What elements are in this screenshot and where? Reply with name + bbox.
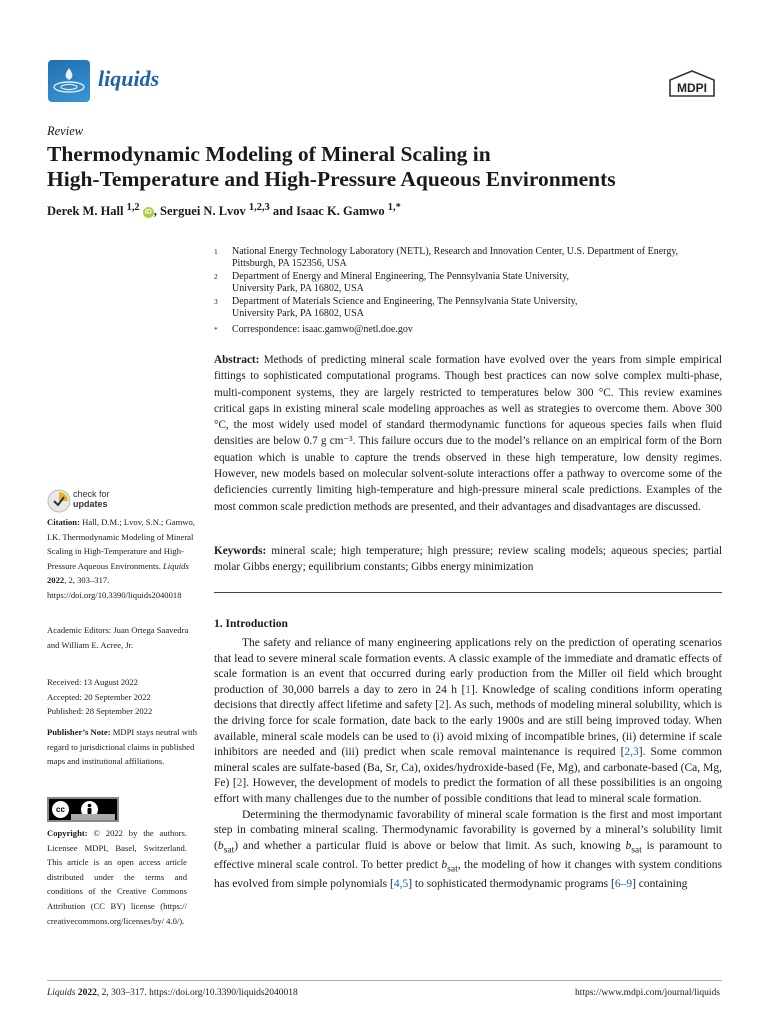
cc-icon: cc xyxy=(52,801,69,818)
bsat-subscript: sat xyxy=(631,844,642,856)
title-line-1: Thermodynamic Modeling of Mineral Scaling in xyxy=(47,142,491,166)
paragraph-text: is paramount to effective mineral scale control. To better predict xyxy=(214,839,722,871)
affiliation-line: National Energy Technology Laboratory (NETL), Research and Innovation Center, U.S. Department of Energy, xyxy=(232,246,679,257)
affiliation-number: 1 xyxy=(214,247,218,256)
affiliation-number: * xyxy=(214,325,218,334)
author-separator: , xyxy=(153,204,161,219)
citation-link[interactable]: 2 xyxy=(438,699,445,712)
keywords-label: Keywords: xyxy=(214,545,267,557)
author-list xyxy=(47,202,401,219)
paragraph-text: ]. Knowledge of scaling conditions inform operating decisions that directly affect lifetime and safety [ xyxy=(214,683,722,712)
intro-paragraph-1 xyxy=(214,636,722,808)
check-line-2: updates xyxy=(73,499,108,509)
affiliation xyxy=(214,246,724,270)
author-separator: and xyxy=(269,204,297,219)
author-affiliation-sup: 1,2 xyxy=(126,202,140,213)
footer-divider xyxy=(47,980,722,981)
correspondence-email[interactable]: Correspondence: isaac.gamwo@netl.doe.gov xyxy=(232,324,413,335)
affiliation-number: 3 xyxy=(214,297,218,306)
paragraph-text: , the modeling of how it changes with system conditions has evolved from simple polynomials [ xyxy=(214,858,723,890)
footer-doi[interactable]: , 2, 303–317. https://doi.org/10.3390/liquids2040018 xyxy=(96,988,298,998)
paragraph-text: ] to sophisticated thermodynamic programs [ xyxy=(408,877,615,890)
citation-link[interactable]: 4,5 xyxy=(393,877,409,890)
citation-label: Citation: xyxy=(47,517,80,527)
citation-link[interactable]: 2,3 xyxy=(624,746,639,759)
author-name[interactable]: Serguei N. Lvov xyxy=(160,204,246,219)
bsat-subscript: sat xyxy=(223,844,235,856)
paragraph-text: ) and whether a particular fluid is above or below that limit. As such, knowing xyxy=(234,839,626,852)
author-name[interactable]: Isaac K. Gamwo xyxy=(296,204,385,219)
affiliation-line: Department of Energy and Mineral Engineering, The Pennsylvania State University, xyxy=(232,271,569,282)
mdpi-logo-text: MDPI xyxy=(677,81,707,95)
affiliation xyxy=(214,296,724,320)
citation-text: Hall, D.M.; Lvov, S.N.; Gamwo, I.K. Thermodynamic Modeling of Mineral Scaling in High-Temperature and High-Pressure Aqueous Environments. xyxy=(47,517,195,571)
note-text: MDPI stays neutral with regard to jurisdictional claims in published maps and institutional affiliations. xyxy=(47,727,197,767)
copyright-block xyxy=(47,826,187,928)
footer-journal: Liquids xyxy=(47,988,76,998)
publishers-note xyxy=(47,725,197,769)
citation-year: 2022 xyxy=(47,575,65,586)
bsat-symbol: b xyxy=(441,858,448,871)
abstract-text: Methods of predicting mineral scale formation have evolved over the years from simple empirical fittings to sophisticated computational programs. Though best practices can now solve complex multi-phase, multi-component systems, they are largely restricted to temperatures below 300 °C. This review examines critical gaps in existing mineral scale modeling approaches as well as strategies to overcome them. Above 300 °C, the most widely used model of standard thermodynamic functions for aqueous species fails when fluid densities are below 0.7 g cm⁻³. This failure occurs due to the model’s reliance on an empirical form of the Born equation which is unable to capture the trends observed in these high temperature, low density regimes. However, new models based on molecular solvent-solute interactions offer a pathway to overcome some of the deficiencies currently limiting high-temperature and high-pressure mineral scale predictions. Examples of the most common scale prediction methods are presented, and their advantages and disadvantages are discussed. xyxy=(214,354,723,513)
article-title xyxy=(47,142,737,192)
affiliation-line: University Park, PA 16802, USA xyxy=(232,308,364,320)
mdpi-logo-icon[interactable] xyxy=(666,70,718,100)
paragraph-text: ]. As such, methods of modeling mineral solubility, which is the driving force for scale formation, date back to the early 1900s and are still being improved today. When available, mineral scale models can be used to (i) avoid mixing of incompatible brines, (ii) determine if scale inhibitors are needed and (iii) predict when scale removal maintenance is required [ xyxy=(214,699,722,759)
author-affiliation-sup: 1,2,3 xyxy=(248,202,270,213)
author-name[interactable]: Derek M. Hall xyxy=(47,204,124,219)
affiliation-line: University Park, PA 16802, USA xyxy=(232,283,364,295)
bsat-symbol: b xyxy=(217,839,224,852)
orcid-icon[interactable]: iD xyxy=(144,209,152,217)
affiliation xyxy=(214,271,724,295)
abstract-label: Abstract: xyxy=(214,354,260,366)
copyright-label: Copyright: xyxy=(47,828,88,838)
journal-logo-icon xyxy=(48,60,90,102)
citation-block xyxy=(47,515,197,603)
citation-rest[interactable]: , 2, 303–317. https://doi.org/10.3390/liquids2040018 xyxy=(47,575,182,600)
abstract xyxy=(214,352,722,515)
cc-by-license-badge[interactable] xyxy=(47,797,119,822)
citation-link[interactable]: 1 xyxy=(465,683,472,696)
keywords-text: mineral scale; high temperature; high pressure; review scaling models; aqueous species; partial molar Gibbs energy; equilibrium constants; Gibbs energy minimization xyxy=(214,545,723,574)
paragraph-text: Determining the thermodynamic favorability of mineral scale formation is the first and most important step in combating mineral scaling. Thermodynamic favorability is governed by a mineral’s solubility limit ( xyxy=(214,808,722,852)
citation-link[interactable]: 2 xyxy=(236,777,243,790)
paragraph-text: ]. However, the development of models to predict the formation of all these possibilities is an ongoing effort with many challenges due to the number of possible conditions that lead to mineral scale formation. xyxy=(214,777,722,805)
published-date: Published: 28 September 2022 xyxy=(47,706,153,717)
cc-label-bar xyxy=(71,814,115,820)
footer-year: 2022 xyxy=(77,988,97,998)
affiliation-line: Department of Materials Science and Engineering, The Pennsylvania State University, xyxy=(232,296,578,307)
academic-editors: Academic Editors: Juan Ortega Saavedra and William E. Acree, Jr. xyxy=(47,625,189,650)
accepted-date: Accepted: 20 September 2022 xyxy=(47,691,151,702)
affiliation-number: 2 xyxy=(214,272,218,281)
check-line-1: check for xyxy=(73,489,110,499)
keywords xyxy=(214,543,722,576)
correspondence xyxy=(214,324,724,336)
copyright-text: © 2022 by the authors. Licensee MDPI, Basel, Switzerland. This article is an open access article distributed under the terms and conditions of the Creative Commons Attribution (CC BY) license (https:// creativecommons.org/licenses/by/ 4.0/). xyxy=(47,828,187,926)
bsat-subscript: sat xyxy=(447,862,458,874)
section-divider xyxy=(214,592,722,593)
footer-citation xyxy=(47,988,298,998)
section-heading: 1. Introduction xyxy=(214,618,288,630)
paragraph-text: ]. Some common mineral scales are sulfate-based (Ba, Sr, Ca), oxides/hydroxide-based (Fe, Mg), and carbonate-based (Ca, Mg, Fe) [ xyxy=(214,746,722,790)
journal-name[interactable]: liquids xyxy=(98,66,160,91)
citation-journal: Liquids xyxy=(163,560,189,571)
dates-block xyxy=(47,675,197,719)
bsat-symbol: b xyxy=(625,839,632,852)
check-for-updates-badge[interactable] xyxy=(47,488,187,514)
article-type: Review xyxy=(47,124,84,138)
author-affiliation-sup: 1,* xyxy=(387,202,401,213)
paragraph-text: The safety and reliance of many engineering applications rely on the prediction of operating scenarios that lead to severe mineral scale formation events. A classic example of the immediate and dramatic effects of scale formation is an event that occurred during early production from the Miller oil field which brought production of 30,000 barrels a day to zero in 24 h [ xyxy=(214,637,722,696)
footer-url[interactable]: https://www.mdpi.com/journal/liquids xyxy=(574,988,720,998)
affiliation-line: Pittsburgh, PA 152356, USA xyxy=(232,258,347,270)
intro-body xyxy=(214,636,722,892)
paragraph-text: ] containing xyxy=(632,877,688,890)
citation-link[interactable]: 6–9 xyxy=(614,877,633,890)
check-updates-icon xyxy=(47,489,71,513)
received-date: Received: 13 August 2022 xyxy=(47,677,138,687)
note-label: Publisher’s Note: xyxy=(47,727,111,737)
intro-paragraph-2 xyxy=(214,808,722,893)
title-line-2: High-Temperature and High-Pressure Aqueous Environments xyxy=(47,167,616,191)
